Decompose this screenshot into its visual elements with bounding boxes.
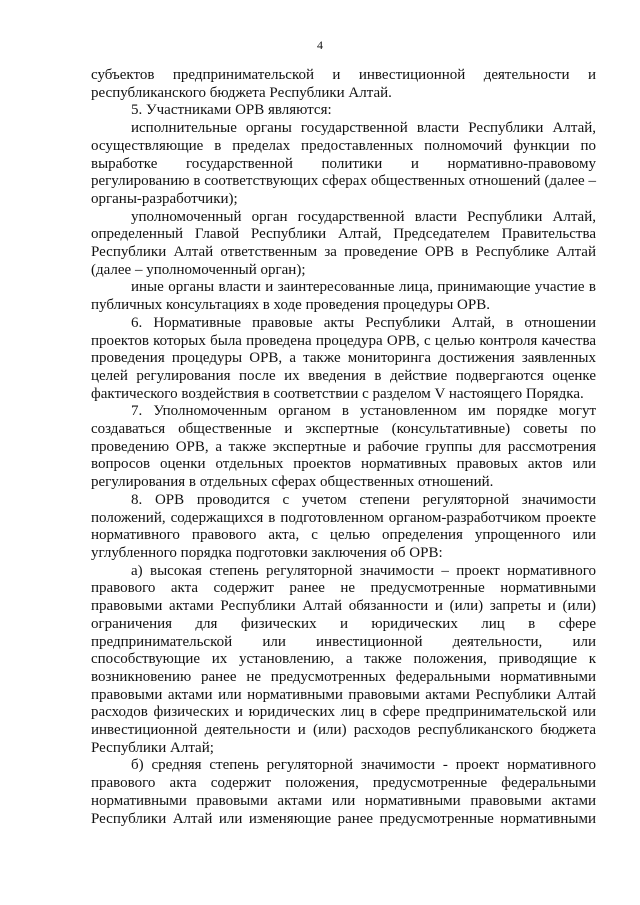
- paragraph-8b-medium-significance: б) средняя степень регуляторной значимости - проект нормативного правового акта содержит положения, предусмотренные федеральными нормативными правовыми актами или нормативными правовыми актами Республики Алтай или изменяющие ранее предусмотренные нормативными: [91, 757, 596, 827]
- paragraph-budget-continuation: субъектов предпринимательской и инвестиционной деятельности и республиканского бюджета Республики Алтай.: [91, 67, 596, 101]
- page-number: 4: [317, 38, 323, 52]
- paragraph-authorized-body: уполномоченный орган государственной власти Республики Алтай, определенный Главой Республики Алтай, Председателем Правительства Республики Алтай ответственным за проведение ОРВ в Республике Алтай (далее – уполномоченный орган);: [91, 208, 596, 278]
- paragraph-8a-high-significance: а) высокая степень регуляторной значимости – проект нормативного правового акта содержит ранее не предусмотренные нормативными правовыми актами Республики Алтай обязанности и (или) запреты и (или) ограничения для физических и юридических лиц в сфере предпринимательской или инвестиционной деятельности, или способствующие их установлению, а также положения, приводящие к возникновению ранее не предусмотренных федеральными нормативными правовыми актами или нормативными правовыми актами Республики Алтай расходов физических и юридических лиц в сфере предпринимательской или инвестиционной деятельности и (или) расходов республиканского бюджета Республики Алтай;: [91, 562, 596, 756]
- paragraph-5-participants: 5. Участниками ОРВ являются:: [131, 102, 332, 119]
- paragraph-other-bodies: иные органы власти и заинтересованные лица, принимающие участие в публичных консультациях в ходе проведения процедуры ОРВ.: [91, 279, 596, 314]
- document-body: [91, 67, 596, 828]
- paragraph-8-significance: 8. ОРВ проводится с учетом степени регуляторной значимости положений, содержащихся в подготовленном органом-разработчиком проекте нормативного правового акта, с целью определения упрощенного или углубленного порядка подготовки заключения об ОРВ:: [91, 491, 596, 561]
- paragraph-developer-bodies: исполнительные органы государственной власти Республики Алтай, осуществляющие в пределах предоставленных полномочий функции по выработке государственной политики и нормативно-правовому регулированию в соответствующих сферах общественных отношений (далее – органы-разработчики);: [91, 120, 596, 207]
- paragraph-6-actual-impact: 6. Нормативные правовые акты Республики Алтай, в отношении проектов которых была проведена процедура ОРВ, с целью контроля качества проведения процедуры ОРВ, а также мониторинга достижения заявленных целей регулирования после их введения в действие подвергаются оценке фактического воздействия в соответствии с разделом V настоящего Порядка.: [91, 314, 596, 402]
- paragraph-7-councils: 7. Уполномоченным органом в установленном им порядке могут создаваться общественные и экспертные (консультативные) советы по проведению ОРВ, а также экспертные и рабочие группы для рассмотрения вопросов оценки отдельных проектов нормативных правовых актов или регулирования в отдельных сферах общественных отношений.: [91, 403, 596, 491]
